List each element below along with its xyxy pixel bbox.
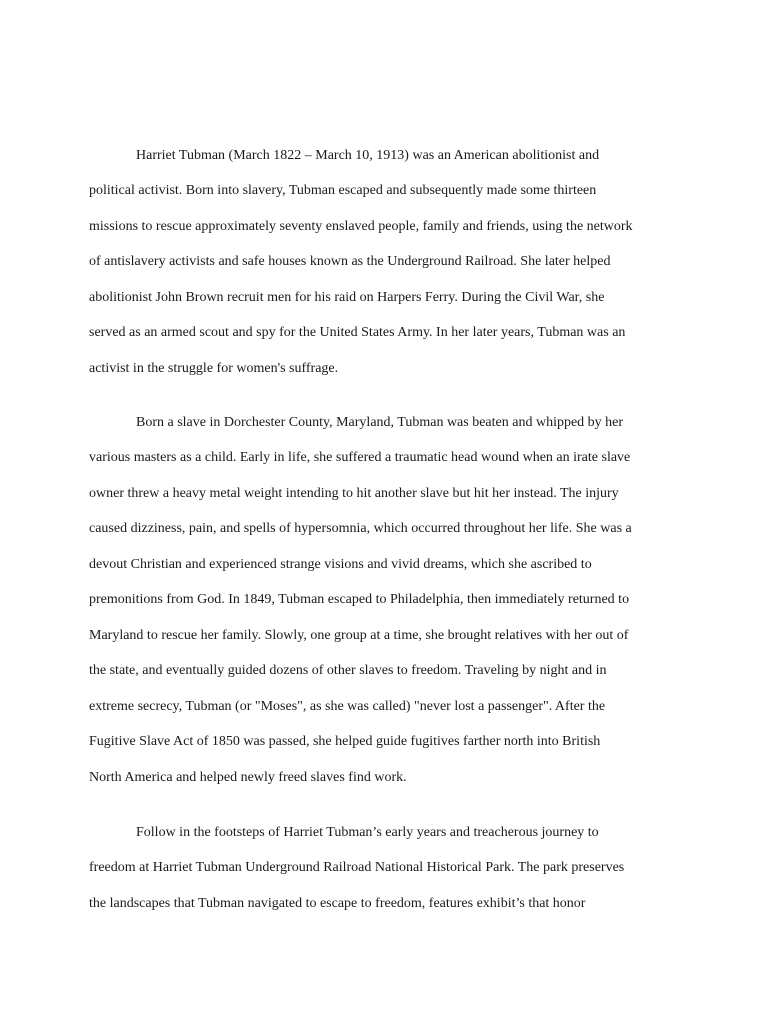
paragraph-line: served as an armed scout and spy for the United States Army. In her later years, Tubman was an bbox=[89, 325, 626, 340]
paragraph-line: political activist. Born into slavery, Tubman escaped and subsequently made some thirteen bbox=[89, 183, 597, 198]
paragraph-line: North America and helped newly freed slaves find work. bbox=[89, 770, 407, 785]
paragraph-line: Follow in the footsteps of Harriet Tubman’s early years and treacherous journey to bbox=[136, 825, 599, 840]
paragraph-line: extreme secrecy, Tubman (or "Moses", as she was called) "never lost a passenger". After the bbox=[89, 699, 606, 714]
paragraph-line: devout Christian and experienced strange visions and vivid dreams, which she ascribed to bbox=[89, 557, 592, 572]
paragraph-line: owner threw a heavy metal weight intending to hit another slave but hit her instead. The injury bbox=[89, 486, 619, 501]
paragraph-line: missions to rescue approximately seventy enslaved people, family and friends, using the network bbox=[89, 219, 633, 234]
paragraph-line: abolitionist John Brown recruit men for his raid on Harpers Ferry. During the Civil War, she bbox=[89, 290, 605, 305]
paragraph-line: various masters as a child. Early in life, she suffered a traumatic head wound when an irate slave bbox=[89, 450, 631, 465]
paragraph-line: Fugitive Slave Act of 1850 was passed, she helped guide fugitives farther north into British bbox=[89, 734, 601, 749]
paragraph-line: Born a slave in Dorchester County, Maryland, Tubman was beaten and whipped by her bbox=[136, 415, 624, 430]
paragraph-line: Harriet Tubman (March 1822 – March 10, 1913) was an American abolitionist and bbox=[136, 148, 600, 163]
paragraph-line: caused dizziness, pain, and spells of hypersomnia, which occurred throughout her life. She was a bbox=[89, 521, 632, 536]
paragraph-line: the state, and eventually guided dozens of other slaves to freedom. Traveling by night and in bbox=[89, 663, 607, 678]
paragraph-line: the landscapes that Tubman navigated to escape to freedom, features exhibit’s that honor bbox=[89, 896, 586, 911]
paragraph-line: of antislavery activists and safe houses known as the Underground Railroad. She later helped bbox=[89, 254, 611, 269]
paragraph-line: activist in the struggle for women's suffrage. bbox=[89, 361, 339, 376]
paragraph-line: premonitions from God. In 1849, Tubman escaped to Philadelphia, then immediately returned to bbox=[89, 592, 630, 607]
paragraph-line: Maryland to rescue her family. Slowly, one group at a time, she brought relatives with her out of bbox=[89, 628, 629, 643]
paragraph-line: freedom at Harriet Tubman Underground Railroad National Historical Park. The park preserves bbox=[89, 860, 625, 875]
